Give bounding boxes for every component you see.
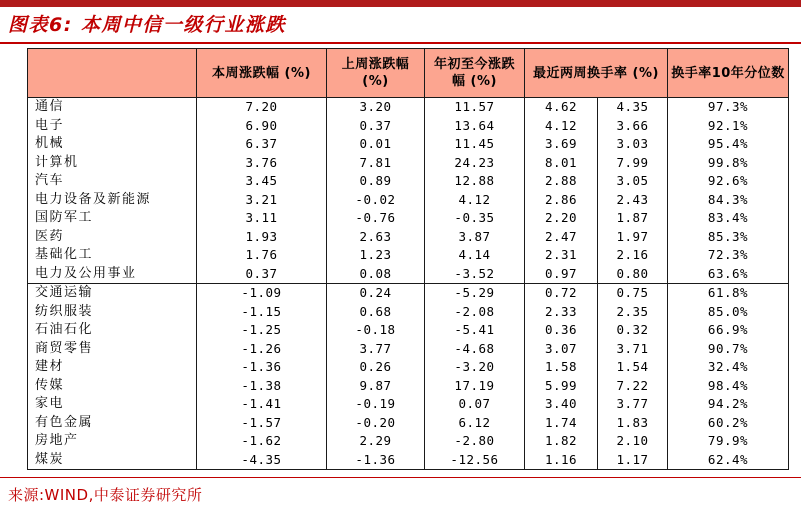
value-cell: 0.36 [525,321,598,340]
value-cell: 2.29 [327,432,425,451]
value-cell: -1.09 [197,284,327,303]
industry-name-cell: 建材 [28,358,197,377]
table-row [28,246,789,265]
value-cell: 95.4% [668,135,789,154]
value-cell: -12.56 [425,451,525,470]
value-cell: 0.80 [598,265,668,284]
value-cell: 4.14 [425,246,525,265]
col-header-week-chg: 本周涨跌幅 (%) [197,49,327,98]
industry-name-cell: 有色金属 [28,414,197,433]
value-cell: -1.41 [197,395,327,414]
table-row [28,321,789,340]
table-row [28,432,789,451]
industry-name-cell: 传媒 [28,377,197,396]
value-cell: 99.8% [668,154,789,173]
value-cell: 0.72 [525,284,598,303]
value-cell: 2.88 [525,172,598,191]
value-cell: 5.99 [525,377,598,396]
value-cell: -0.18 [327,321,425,340]
value-cell: -2.08 [425,303,525,322]
value-cell: -0.02 [327,191,425,210]
value-cell: 1.82 [525,432,598,451]
value-cell: 13.64 [425,117,525,136]
industry-name-cell: 电力设备及新能源 [28,191,197,210]
value-cell: 1.97 [598,228,668,247]
industry-name-cell: 煤炭 [28,451,197,470]
industry-name-cell: 房地产 [28,432,197,451]
table-row [28,358,789,377]
table-row [28,340,789,359]
value-cell: 0.37 [197,265,327,284]
industry-name-cell: 基础化工 [28,246,197,265]
value-cell: 62.4% [668,451,789,470]
value-cell: 3.40 [525,395,598,414]
value-cell: 94.2% [668,395,789,414]
value-cell: 4.12 [425,191,525,210]
value-cell: 6.90 [197,117,327,136]
value-cell: -3.52 [425,265,525,284]
industry-table [27,48,789,470]
top-accent-bar [0,0,801,7]
value-cell: 85.0% [668,303,789,322]
value-cell: 1.87 [598,209,668,228]
value-cell: 1.58 [525,358,598,377]
value-cell: 3.05 [598,172,668,191]
value-cell: 3.69 [525,135,598,154]
value-cell: -3.20 [425,358,525,377]
industry-name-cell: 计算机 [28,154,197,173]
table-row [28,395,789,414]
industry-table-wrap [27,48,801,470]
value-cell: 3.20 [327,98,425,117]
col-header-prev-week-chg: 上周涨跌幅 (%) [327,49,425,98]
value-cell: 1.93 [197,228,327,247]
value-cell: 3.77 [327,340,425,359]
value-cell: 79.9% [668,432,789,451]
value-cell: 4.35 [598,98,668,117]
value-cell: 0.32 [598,321,668,340]
value-cell: 6.37 [197,135,327,154]
value-cell: 85.3% [668,228,789,247]
table-row [28,191,789,210]
value-cell: 0.37 [327,117,425,136]
table-row [28,117,789,136]
value-cell: 3.07 [525,340,598,359]
value-cell: 2.86 [525,191,598,210]
col-header-ytd-chg: 年初至今涨跌幅 (%) [425,49,525,98]
industry-name-cell: 国防军工 [28,209,197,228]
value-cell: 2.31 [525,246,598,265]
industry-name-cell: 纺织服装 [28,303,197,322]
source-note: 来源:WIND,中泰证券研究所 [8,486,203,504]
value-cell: -5.29 [425,284,525,303]
value-cell: 84.3% [668,191,789,210]
value-cell: 2.20 [525,209,598,228]
value-cell: 0.97 [525,265,598,284]
value-cell: -1.62 [197,432,327,451]
value-cell: 3.03 [598,135,668,154]
value-cell: -2.80 [425,432,525,451]
industry-name-cell: 机械 [28,135,197,154]
industry-name-cell: 电力及公用事业 [28,265,197,284]
value-cell: 3.45 [197,172,327,191]
value-cell: 1.83 [598,414,668,433]
table-row [28,377,789,396]
value-cell: 7.81 [327,154,425,173]
value-cell: 92.1% [668,117,789,136]
value-cell: 1.23 [327,246,425,265]
value-cell: 61.8% [668,284,789,303]
value-cell: 83.4% [668,209,789,228]
industry-name-cell: 医药 [28,228,197,247]
col-header-industry [28,49,197,98]
value-cell: 1.76 [197,246,327,265]
table-row [28,172,789,191]
table-row [28,265,789,284]
value-cell: -1.36 [327,451,425,470]
industry-name-cell: 家电 [28,395,197,414]
value-cell: -1.25 [197,321,327,340]
value-cell: 92.6% [668,172,789,191]
value-cell: 0.08 [327,265,425,284]
value-cell: 7.22 [598,377,668,396]
figure-title: 图表6: 本周中信一级行业涨跌 [8,14,286,36]
table-row [28,414,789,433]
table-body [28,98,789,470]
value-cell: 0.01 [327,135,425,154]
table-row [28,154,789,173]
value-cell: -1.26 [197,340,327,359]
value-cell: -0.76 [327,209,425,228]
value-cell: 2.43 [598,191,668,210]
value-cell: 97.3% [668,98,789,117]
value-cell: 11.57 [425,98,525,117]
industry-name-cell: 通信 [28,98,197,117]
table-header [28,49,789,98]
industry-name-cell: 商贸零售 [28,340,197,359]
value-cell: 2.63 [327,228,425,247]
table-row [28,303,789,322]
value-cell: 98.4% [668,377,789,396]
value-cell: 3.77 [598,395,668,414]
industry-name-cell: 电子 [28,117,197,136]
industry-name-cell: 石油石化 [28,321,197,340]
value-cell: 32.4% [668,358,789,377]
value-cell: 3.66 [598,117,668,136]
table-row [28,135,789,154]
value-cell: 4.12 [525,117,598,136]
value-cell: -5.41 [425,321,525,340]
value-cell: 3.71 [598,340,668,359]
value-cell: 2.33 [525,303,598,322]
value-cell: 2.10 [598,432,668,451]
value-cell: 0.07 [425,395,525,414]
header-row [28,49,789,98]
value-cell: 2.35 [598,303,668,322]
value-cell: 60.2% [668,414,789,433]
value-cell: 17.19 [425,377,525,396]
value-cell: -1.15 [197,303,327,322]
value-cell: -0.19 [327,395,425,414]
col-header-percentile-10y: 换手率10年分位数 [668,49,789,98]
value-cell: -1.57 [197,414,327,433]
value-cell: 2.47 [525,228,598,247]
value-cell: 2.16 [598,246,668,265]
value-cell: 7.99 [598,154,668,173]
value-cell: 0.75 [598,284,668,303]
value-cell: 4.62 [525,98,598,117]
industry-name-cell: 交通运输 [28,284,197,303]
source-divider [0,477,801,478]
value-cell: 12.88 [425,172,525,191]
value-cell: 3.87 [425,228,525,247]
value-cell: 7.20 [197,98,327,117]
col-header-turnover-two-week: 最近两周换手率 (%) [525,49,668,98]
value-cell: -4.68 [425,340,525,359]
value-cell: 66.9% [668,321,789,340]
value-cell: 8.01 [525,154,598,173]
value-cell: 3.11 [197,209,327,228]
table-row [28,451,789,470]
value-cell: 0.26 [327,358,425,377]
value-cell: 11.45 [425,135,525,154]
value-cell: 9.87 [327,377,425,396]
value-cell: -0.35 [425,209,525,228]
table-row [28,228,789,247]
value-cell: -1.38 [197,377,327,396]
table-row [28,209,789,228]
value-cell: -4.35 [197,451,327,470]
value-cell: 0.68 [327,303,425,322]
industry-name-cell: 汽车 [28,172,197,191]
title-divider [0,42,801,44]
value-cell: 63.6% [668,265,789,284]
value-cell: 24.23 [425,154,525,173]
value-cell: 0.89 [327,172,425,191]
value-cell: 3.21 [197,191,327,210]
value-cell: 90.7% [668,340,789,359]
value-cell: 0.24 [327,284,425,303]
value-cell: 1.54 [598,358,668,377]
value-cell: 1.74 [525,414,598,433]
value-cell: -1.36 [197,358,327,377]
value-cell: -0.20 [327,414,425,433]
value-cell: 1.17 [598,451,668,470]
table-row [28,98,789,117]
value-cell: 1.16 [525,451,598,470]
value-cell: 6.12 [425,414,525,433]
value-cell: 3.76 [197,154,327,173]
table-row [28,284,789,303]
value-cell: 72.3% [668,246,789,265]
